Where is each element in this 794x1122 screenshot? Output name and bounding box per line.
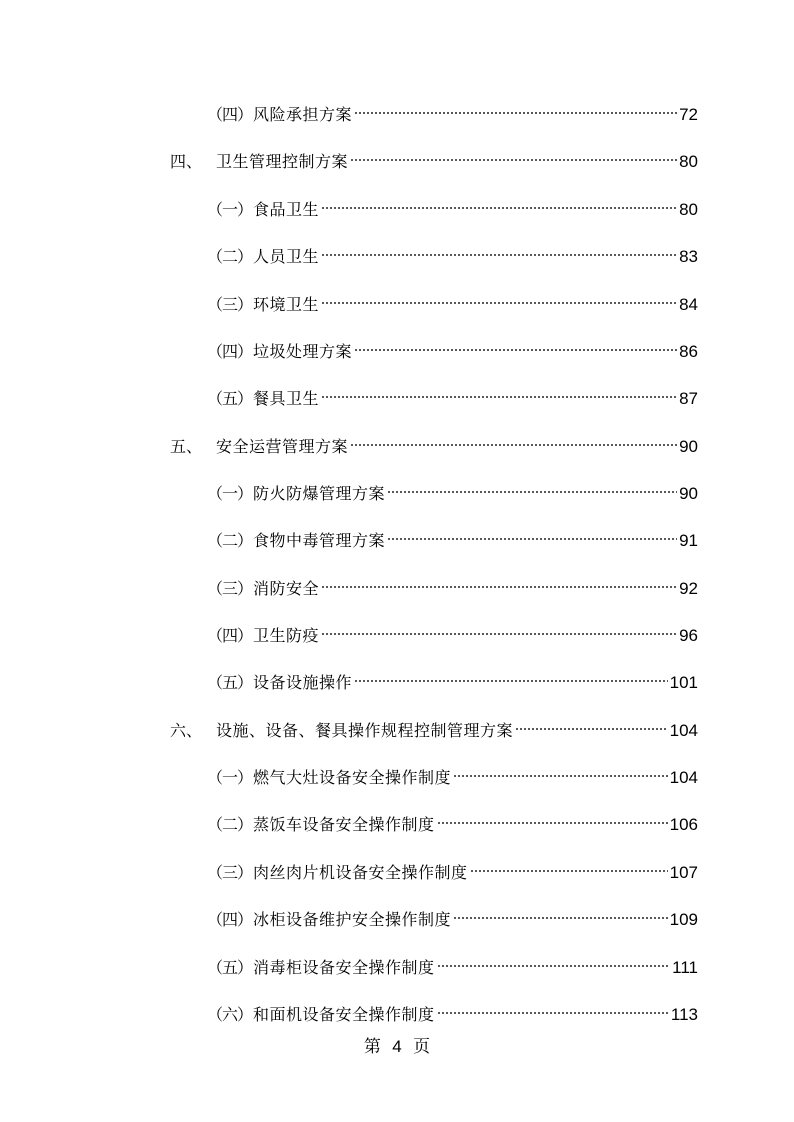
dot-leader: [387, 475, 677, 499]
toc-entry-page: 91: [679, 531, 698, 550]
toc-entry-page: 106: [669, 815, 698, 834]
toc-entry-page: 84: [679, 295, 698, 314]
toc-entry[interactable]: [207, 806, 698, 834]
toc-entry-number: （三）: [207, 295, 253, 314]
toc-entry-page: 96: [679, 626, 698, 645]
toc-entry-number: （五）: [207, 389, 253, 408]
toc-entry[interactable]: [207, 333, 698, 361]
toc-entry-page: 86: [679, 342, 698, 361]
footer-suffix: 页: [413, 1037, 431, 1057]
toc-entry-title: 食物中毒管理方案: [253, 531, 386, 550]
dot-leader: [350, 143, 677, 167]
dot-leader: [453, 759, 668, 783]
toc-entry[interactable]: [170, 712, 698, 740]
toc-entry-page: 92: [679, 579, 698, 598]
toc-entry-page: 90: [679, 484, 698, 503]
dot-leader: [354, 664, 668, 688]
toc-entry-number: （三）: [207, 863, 253, 882]
toc-entry-page: 107: [669, 863, 698, 882]
dot-leader: [321, 380, 677, 404]
toc-entry[interactable]: [207, 570, 698, 598]
footer-page-number: 4: [392, 1037, 402, 1056]
toc-entry-number: 六、: [170, 721, 203, 740]
dot-leader: [321, 286, 677, 310]
toc-entry-number: （二）: [207, 531, 253, 550]
dot-leader: [437, 996, 669, 1020]
toc-entry[interactable]: [207, 759, 698, 787]
toc-entry-page: 90: [679, 437, 698, 456]
dot-leader: [437, 806, 668, 830]
toc-entry-number: （三）: [207, 579, 253, 598]
toc-entry[interactable]: [207, 617, 698, 645]
toc-entry-title: 和面机设备安全操作制度: [253, 1005, 435, 1024]
toc-entry-number: （四）: [207, 626, 253, 645]
toc-entry[interactable]: [207, 96, 698, 124]
page-footer: [0, 1035, 794, 1059]
toc-entry-number: （一）: [207, 484, 253, 503]
toc-entry[interactable]: [170, 143, 698, 171]
toc-entry-number: （四）: [207, 910, 253, 929]
toc-entry-title: 风险承担方案: [253, 105, 353, 124]
dot-leader: [515, 712, 668, 736]
toc-entry-number: 五、: [170, 437, 203, 456]
toc-entry-title: 蒸饭车设备安全操作制度: [253, 815, 435, 834]
dot-leader: [387, 522, 677, 546]
dot-leader: [350, 428, 677, 452]
toc-entry-title: 冰柜设备维护安全操作制度: [253, 910, 452, 929]
toc-entry-title: 消防安全: [253, 579, 320, 598]
dot-leader: [321, 570, 677, 594]
toc-entry-title: 垃圾处理方案: [253, 342, 353, 361]
toc-entry-number: （一）: [207, 768, 253, 787]
dot-leader: [321, 191, 677, 215]
toc-entry-number: （五）: [207, 673, 253, 692]
dot-leader: [453, 901, 668, 925]
toc-entry-number: 四、: [170, 152, 203, 171]
toc-entry-page: 83: [679, 247, 698, 266]
dot-leader: [321, 238, 677, 262]
toc-entry-page: 104: [669, 768, 698, 787]
toc-entry-title: 消毒柜设备安全操作制度: [253, 958, 435, 977]
toc-entry-title: 燃气大灶设备安全操作制度: [253, 768, 452, 787]
toc-entry-number: （四）: [207, 105, 253, 124]
toc-entry-title: 餐具卫生: [253, 389, 320, 408]
toc-entry-number: （二）: [207, 815, 253, 834]
toc-entry[interactable]: [207, 901, 698, 929]
toc-entry-number: （四）: [207, 342, 253, 361]
toc-entry-title: 卫生管理控制方案: [216, 152, 349, 171]
toc-entry-number: （六）: [207, 1005, 253, 1024]
dot-leader: [321, 617, 677, 641]
toc-entry-page: 101: [669, 673, 698, 692]
dot-leader: [437, 949, 671, 973]
toc-entry-title: 环境卫生: [253, 295, 320, 314]
toc-entry-page: 72: [679, 105, 698, 124]
toc-entry-title: 安全运营管理方案: [216, 437, 349, 456]
toc-entry[interactable]: [207, 996, 698, 1024]
toc-entry[interactable]: [207, 286, 698, 314]
toc-entry-title: 设施、设备、餐具操作规程控制管理方案: [216, 721, 514, 740]
dot-leader: [470, 854, 668, 878]
toc-entry[interactable]: [207, 854, 698, 882]
dot-leader: [354, 96, 677, 120]
dot-leader: [354, 333, 677, 357]
toc-entry-title: 设备设施操作: [253, 673, 353, 692]
toc-entry[interactable]: [207, 664, 698, 692]
toc-entry-page: 113: [670, 1005, 698, 1024]
toc-entry-page: 80: [679, 200, 698, 219]
toc-entry[interactable]: [207, 522, 698, 550]
toc-entry-number: （五）: [207, 958, 253, 977]
toc-entry-page: 111: [672, 958, 698, 977]
toc-entry-page: 87: [679, 389, 698, 408]
toc-entry-number: （二）: [207, 247, 253, 266]
footer-prefix: 第: [363, 1037, 381, 1057]
toc-entry-title: 肉丝肉片机设备安全操作制度: [253, 863, 468, 882]
toc-entry[interactable]: [207, 475, 698, 503]
toc-entry[interactable]: [207, 191, 698, 219]
toc-entry-title: 防火防爆管理方案: [253, 484, 386, 503]
toc-entry-page: 80: [679, 152, 698, 171]
toc-entry-page: 104: [669, 721, 698, 740]
toc-entry-page: 109: [669, 910, 698, 929]
toc-entry-title: 人员卫生: [253, 247, 320, 266]
toc-entry[interactable]: [207, 949, 698, 977]
toc-entry[interactable]: [170, 428, 698, 456]
toc-entry[interactable]: [207, 380, 698, 408]
toc-entry-number: （一）: [207, 200, 253, 219]
toc-entry-title: 卫生防疫: [253, 626, 320, 645]
toc-entry-title: 食品卫生: [253, 200, 320, 219]
toc-entry[interactable]: [207, 238, 698, 266]
